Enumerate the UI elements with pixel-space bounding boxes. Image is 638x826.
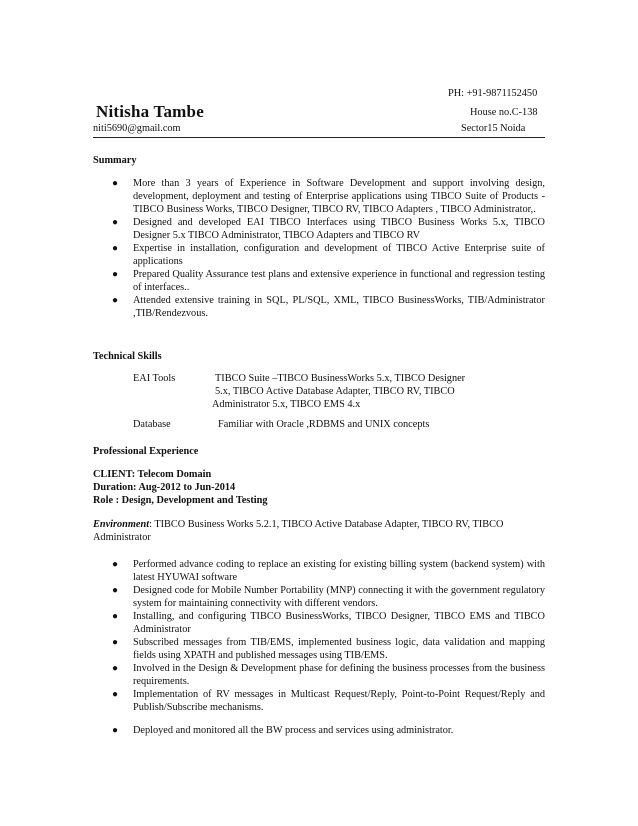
address-line-2: Sector15 Noida <box>461 123 526 134</box>
bullet-icon: ● <box>112 725 119 736</box>
list-item: ● Attended extensive training in SQL, PL/SQL, XML, TIBCO BusinessWorks, TIB/Administrator ,TIB/Rendezvous. <box>112 295 545 319</box>
phone: PH: +91-9871152450 <box>448 88 538 99</box>
role: Role : Design, Development and Testing <box>93 495 268 506</box>
experience-heading: Professional Experience <box>93 446 199 457</box>
experience-list <box>112 558 545 737</box>
list-item: ● Designed code for Mobile Number Portability (MNP) connecting it with the government regulatory system for maintaining connectivity with different vendors. <box>112 585 545 609</box>
list-item: ● Performed advance coding to replace an existing for existing billing system (backend system) with latest HYUWAI software <box>112 559 545 583</box>
duration: Duration: Aug-2012 to Jun-2014 <box>93 482 236 493</box>
address-line-1: House no.C-138 <box>470 107 538 118</box>
bullet-icon: ● <box>112 611 119 622</box>
environment <box>93 519 503 530</box>
summary-heading: Summary <box>93 155 137 166</box>
bullet-icon: ● <box>112 243 119 254</box>
environment-label: Environment <box>93 519 150 530</box>
header-divider <box>93 137 545 138</box>
bullet-icon: ● <box>112 217 119 228</box>
list-item: ● Prepared Quality Assurance test plans and extensive experience in functional and regression testing of interfaces.. <box>112 269 545 293</box>
database-label: Database <box>133 419 171 430</box>
summary-list <box>112 177 545 320</box>
bullet-icon: ● <box>112 178 119 189</box>
bullet-icon: ● <box>112 637 119 648</box>
list-item: ● Implementation of RV messages in Multicast Request/Reply, Point-to-Point Request/Reply and Publish/Subscribe mechanisms. <box>112 689 545 713</box>
email: niti5690@gmail.com <box>93 123 181 134</box>
list-item: ● Subscribed messages from TIB/EMS, implemented business logic, data validation and mapping fields using XPATH and published messages using TIB/EMS. <box>112 637 545 661</box>
list-item: ● Designed and developed EAI TIBCO Interfaces using TIBCO Business Works 5.x, TIBCO Designer 5.x TIBCO Administrator, TIBCO Adapters and TIBCO RV <box>112 217 545 241</box>
eai-tools-line-2: 5.x, TIBCO Active Database Adapter, TIBCO RV, TIBCO <box>215 386 455 397</box>
environment-text: : TIBCO Business Works 5.2.1, TIBCO Active Database Adapter, TIBCO RV, TIBCO <box>149 519 504 530</box>
environment-line-2: Administrator <box>93 532 151 543</box>
eai-tools-line-1: TIBCO Suite –TIBCO BusinessWorks 5.x, TIBCO Designer <box>215 373 466 384</box>
client: CLIENT: Telecom Domain <box>93 469 212 480</box>
bullet-icon: ● <box>112 585 119 596</box>
database-value: Familiar with Oracle ,RDBMS and UNIX concepts <box>218 419 430 430</box>
bullet-icon: ● <box>112 559 119 570</box>
bullet-icon: ● <box>112 295 119 306</box>
bullet-icon: ● <box>112 663 119 674</box>
list-item: ● Deployed and monitored all the BW process and services using administrator. <box>112 725 454 736</box>
skills-heading: Technical Skills <box>93 351 162 362</box>
candidate-name: Nitisha Tambe <box>96 102 204 121</box>
list-item: ● Installing, and configuring TIBCO BusinessWorks, TIBCO Designer, TIBCO EMS and TIBCO Administrator <box>112 611 545 635</box>
eai-tools-label: EAI Tools <box>133 373 176 384</box>
list-item: ● Involved in the Design & Development phase for defining the business processes from the business requirements. <box>112 663 545 687</box>
list-item: ● More than 3 years of Experience in Software Development and support involving design, development, deployment and testing of Enterprise applications using TIBCO Suite of Products - TIBCO Business Works, TIBCO Designer, TIBCO RV, TIBCO Adapters , TIBCO Administrator,. <box>112 178 545 215</box>
list-item: ● Expertise in installation, configuration and development of TIBCO Active Enterprise suite of applications <box>112 243 545 267</box>
bullet-icon: ● <box>112 689 119 700</box>
bullet-icon: ● <box>112 269 119 280</box>
eai-tools-line-3: Administrator 5.x, TIBCO EMS 4.x <box>212 399 361 410</box>
